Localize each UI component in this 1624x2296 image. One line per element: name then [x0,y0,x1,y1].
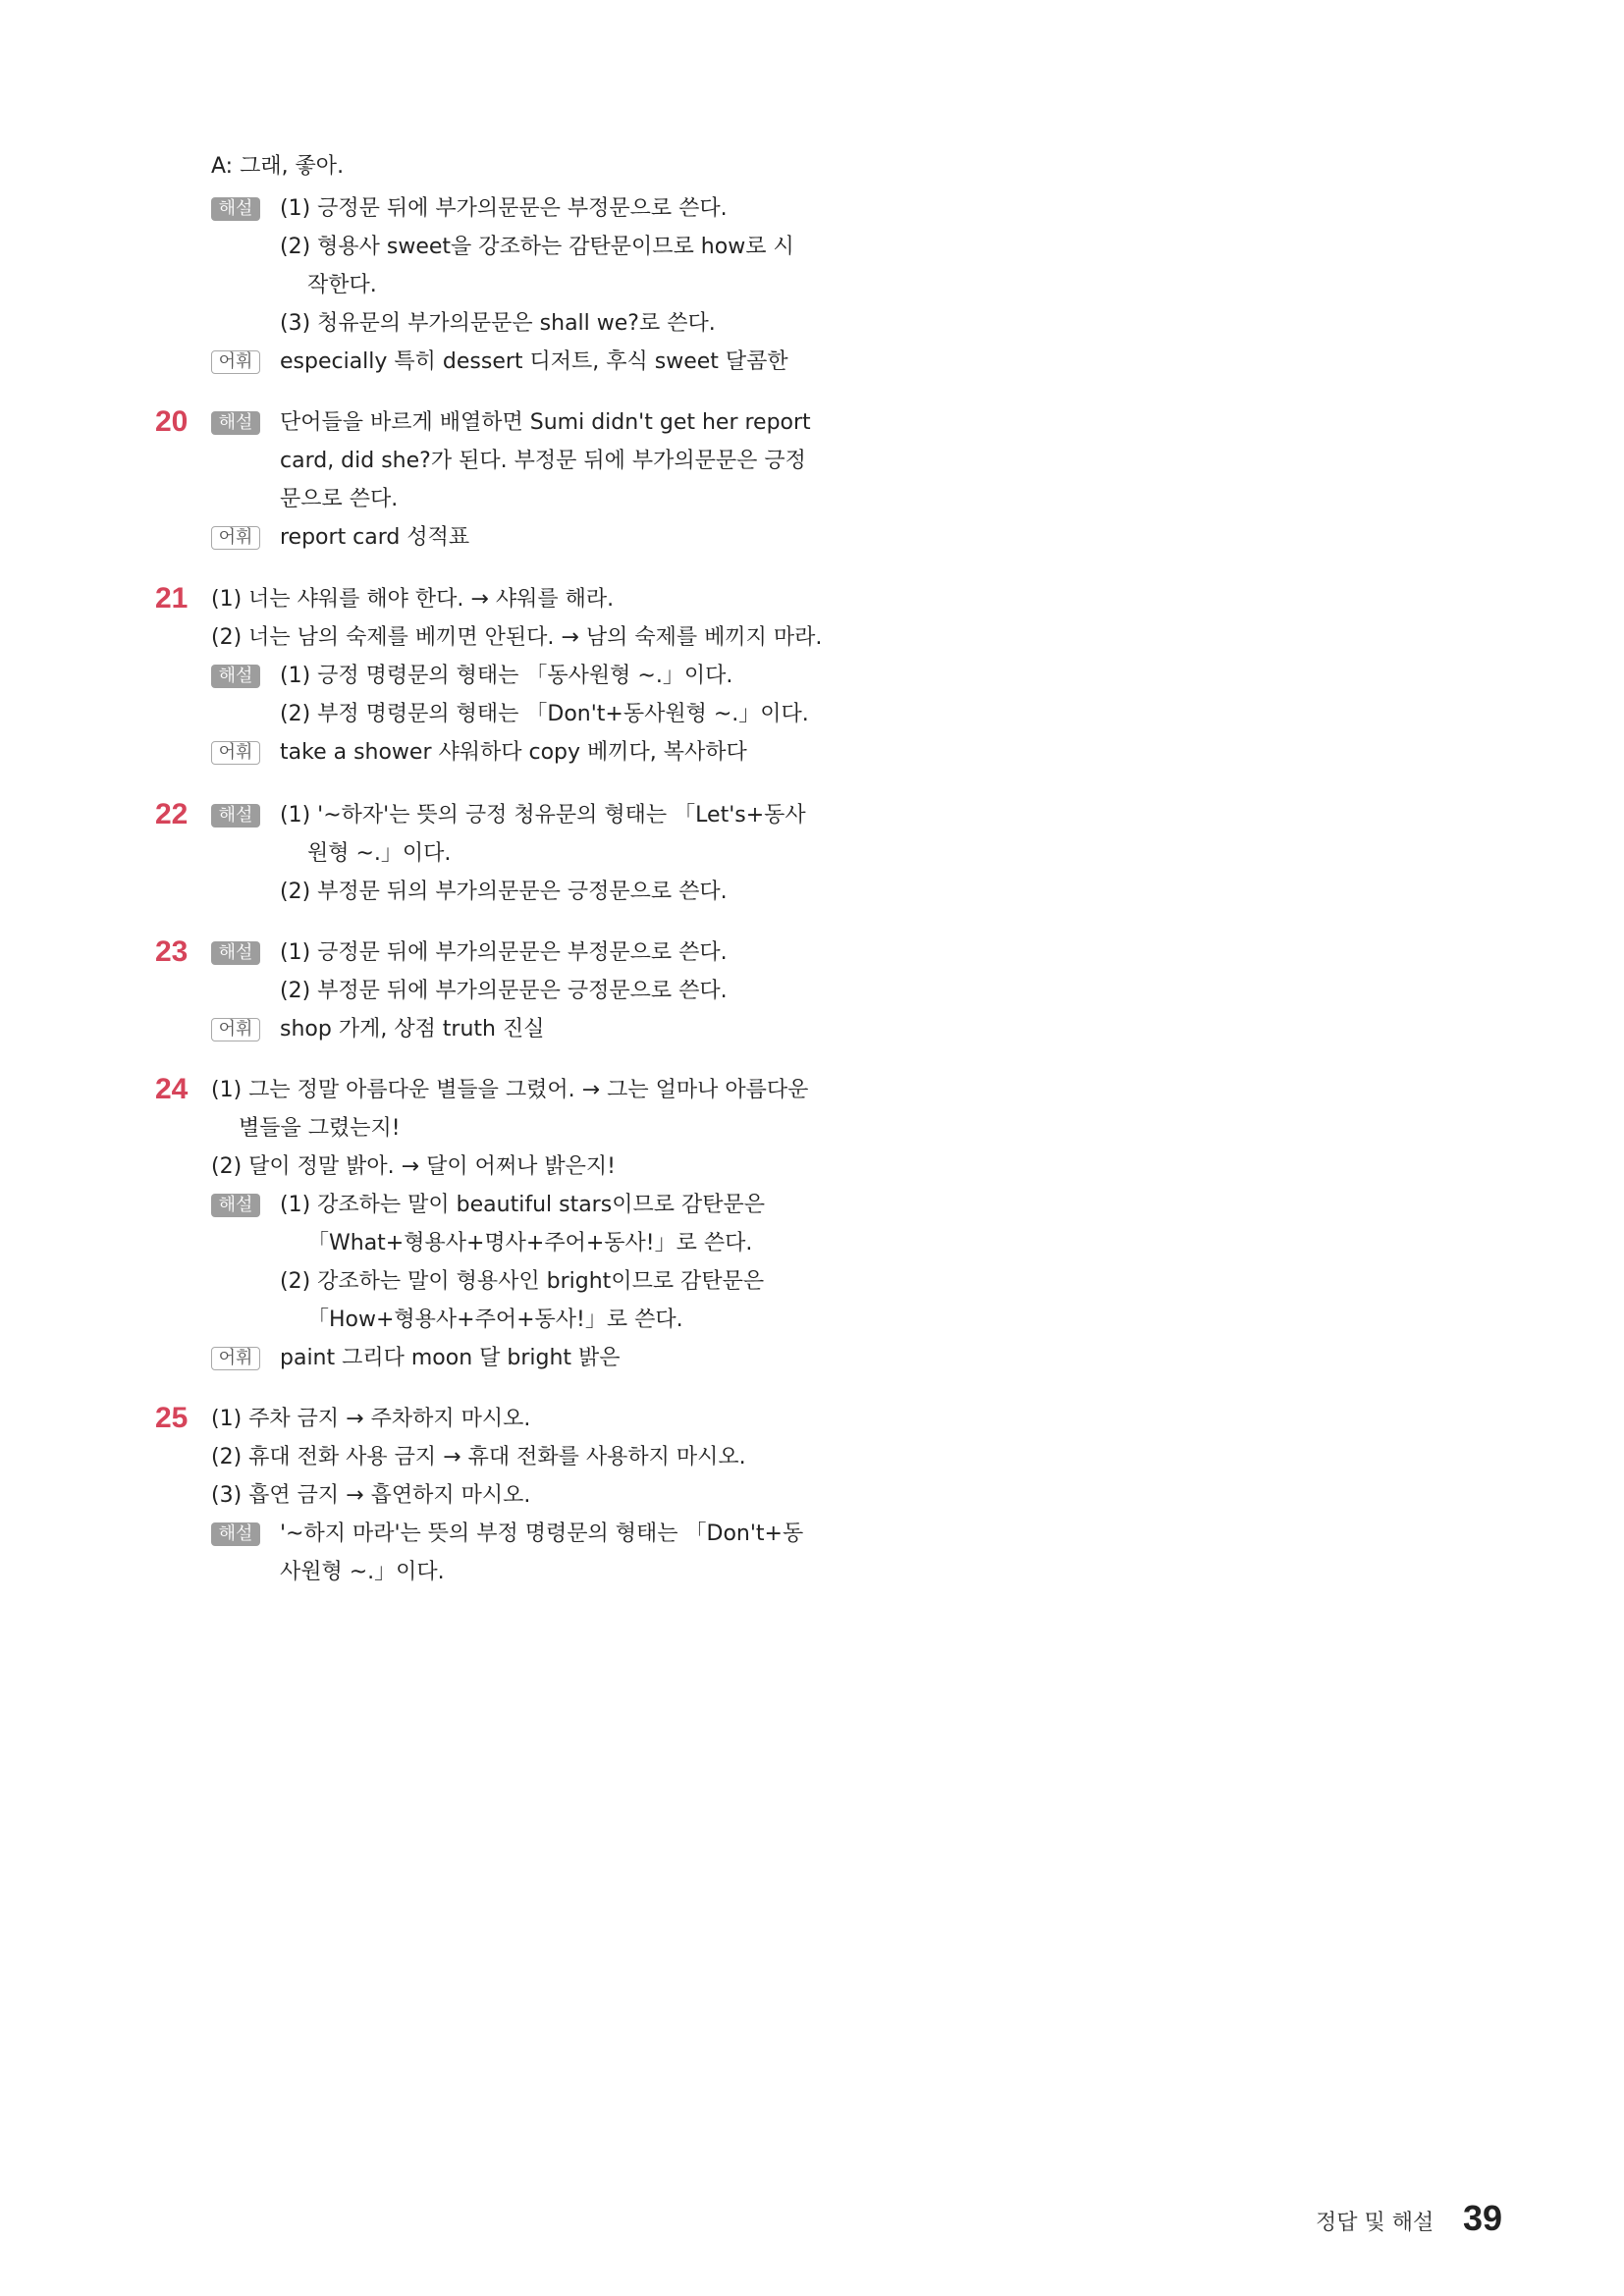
answer-line: (2) 너는 남의 숙제를 베끼면 안된다. → 남의 숙제를 베끼지 마라. [211,625,823,650]
question-number: 22 [155,798,189,830]
explanation-tag: 해설 [211,1194,260,1217]
explanation-line: (2) 부정문 뒤의 부가의문문은 긍정문으로 쓴다. [280,880,728,904]
explanation-tag: 해설 [211,197,260,221]
explanation-line: (2) 형용사 sweet을 강조하는 감탄문이므로 how로 시 [280,235,794,259]
question-number: 25 [155,1402,189,1434]
explanation-line: (1) 긍정문 뒤에 부가의문문은 부정문으로 쓴다. [280,196,728,221]
question-number: 21 [155,582,189,614]
vocab-line: especially 특히 dessert 디저트, 후식 sweet 달콤한 [280,349,788,374]
explanation-tag: 해설 [211,941,260,965]
vocab-tag: 어휘 [211,526,260,550]
question-number: 24 [155,1073,189,1105]
explanation-line: (2) 부정문 뒤에 부가의문문은 긍정문으로 쓴다. [280,979,728,1003]
explanation-line: 문으로 쓴다. [280,487,399,511]
explanation-line: (1) '~하자'는 뜻의 긍정 청유문의 형태는 「Let's+동사 [280,803,806,828]
explanation-line: (1) 긍정문 뒤에 부가의문문은 부정문으로 쓴다. [280,940,728,965]
vocab-line: take a shower 샤워하다 copy 베끼다, 복사하다 [280,740,747,765]
footer-label: 정답 및 해설 [1316,2211,1435,2235]
vocab-line: paint 그리다 moon 달 bright 밝은 [280,1346,621,1370]
answer-line: (1) 너는 샤워를 해야 한다. → 샤워를 해라. [211,587,615,612]
vocab-line: report card 성적표 [280,525,470,550]
explanation-line: card, did she?가 된다. 부정문 뒤에 부가의문문은 긍정 [280,449,806,473]
answer-line: (1) 주차 금지 → 주차하지 마시오. [211,1407,531,1431]
explanation-tag: 해설 [211,804,260,828]
explanation-line: 작한다. [307,273,377,297]
answer-line: (2) 달이 정말 밝아. → 달이 어쩌나 밝은지! [211,1154,616,1179]
question-number: 23 [155,935,189,968]
question-number: 20 [155,405,189,438]
dialogue-line: A: 그래, 좋아. [211,154,345,179]
explanation-line: (3) 청유문의 부가의문문은 shall we?로 쓴다. [280,311,716,336]
vocab-line: shop 가게, 상점 truth 진실 [280,1017,545,1041]
explanation-line: 단어들을 바르게 배열하면 Sumi didn't get her report [280,410,811,435]
explanation-tag: 해설 [211,1522,260,1546]
explanation-line: (2) 부정 명령문의 형태는 「Don't+동사원형 ~.」이다. [280,702,809,726]
vocab-tag: 어휘 [211,741,260,765]
vocab-tag: 어휘 [211,1347,260,1370]
explanation-line: (1) 긍정 명령문의 형태는 「동사원형 ~.」이다. [280,664,733,688]
explanation-tag: 해설 [211,665,260,688]
answer-line: (1) 그는 정말 아름다운 별들을 그렸어. → 그는 얼마나 아름다운 [211,1078,809,1102]
page-number: 39 [1463,2198,1503,2238]
vocab-tag: 어휘 [211,350,260,374]
explanation-line: 「How+형용사+주어+동사!」로 쓴다. [307,1308,683,1332]
explanation-tag: 해설 [211,411,260,435]
answer-line: (3) 흡연 금지 → 흡연하지 마시오. [211,1483,531,1508]
explanation-line: (1) 강조하는 말이 beautiful stars이므로 감탄문은 [280,1193,765,1217]
answer-line: 별들을 그렸는지! [239,1116,401,1141]
explanation-line: 「What+형용사+명사+주어+동사!」로 쓴다. [307,1231,753,1255]
vocab-tag: 어휘 [211,1018,260,1041]
explanation-line: (2) 강조하는 말이 형용사인 bright이므로 감탄문은 [280,1269,765,1294]
explanation-line: 원형 ~.」이다. [307,841,452,866]
explanation-line: 사원형 ~.」이다. [280,1560,445,1584]
explanation-line: '~하지 마라'는 뜻의 부정 명령문의 형태는 「Don't+동 [280,1522,804,1546]
answer-line: (2) 휴대 전화 사용 금지 → 휴대 전화를 사용하지 마시오. [211,1445,746,1469]
